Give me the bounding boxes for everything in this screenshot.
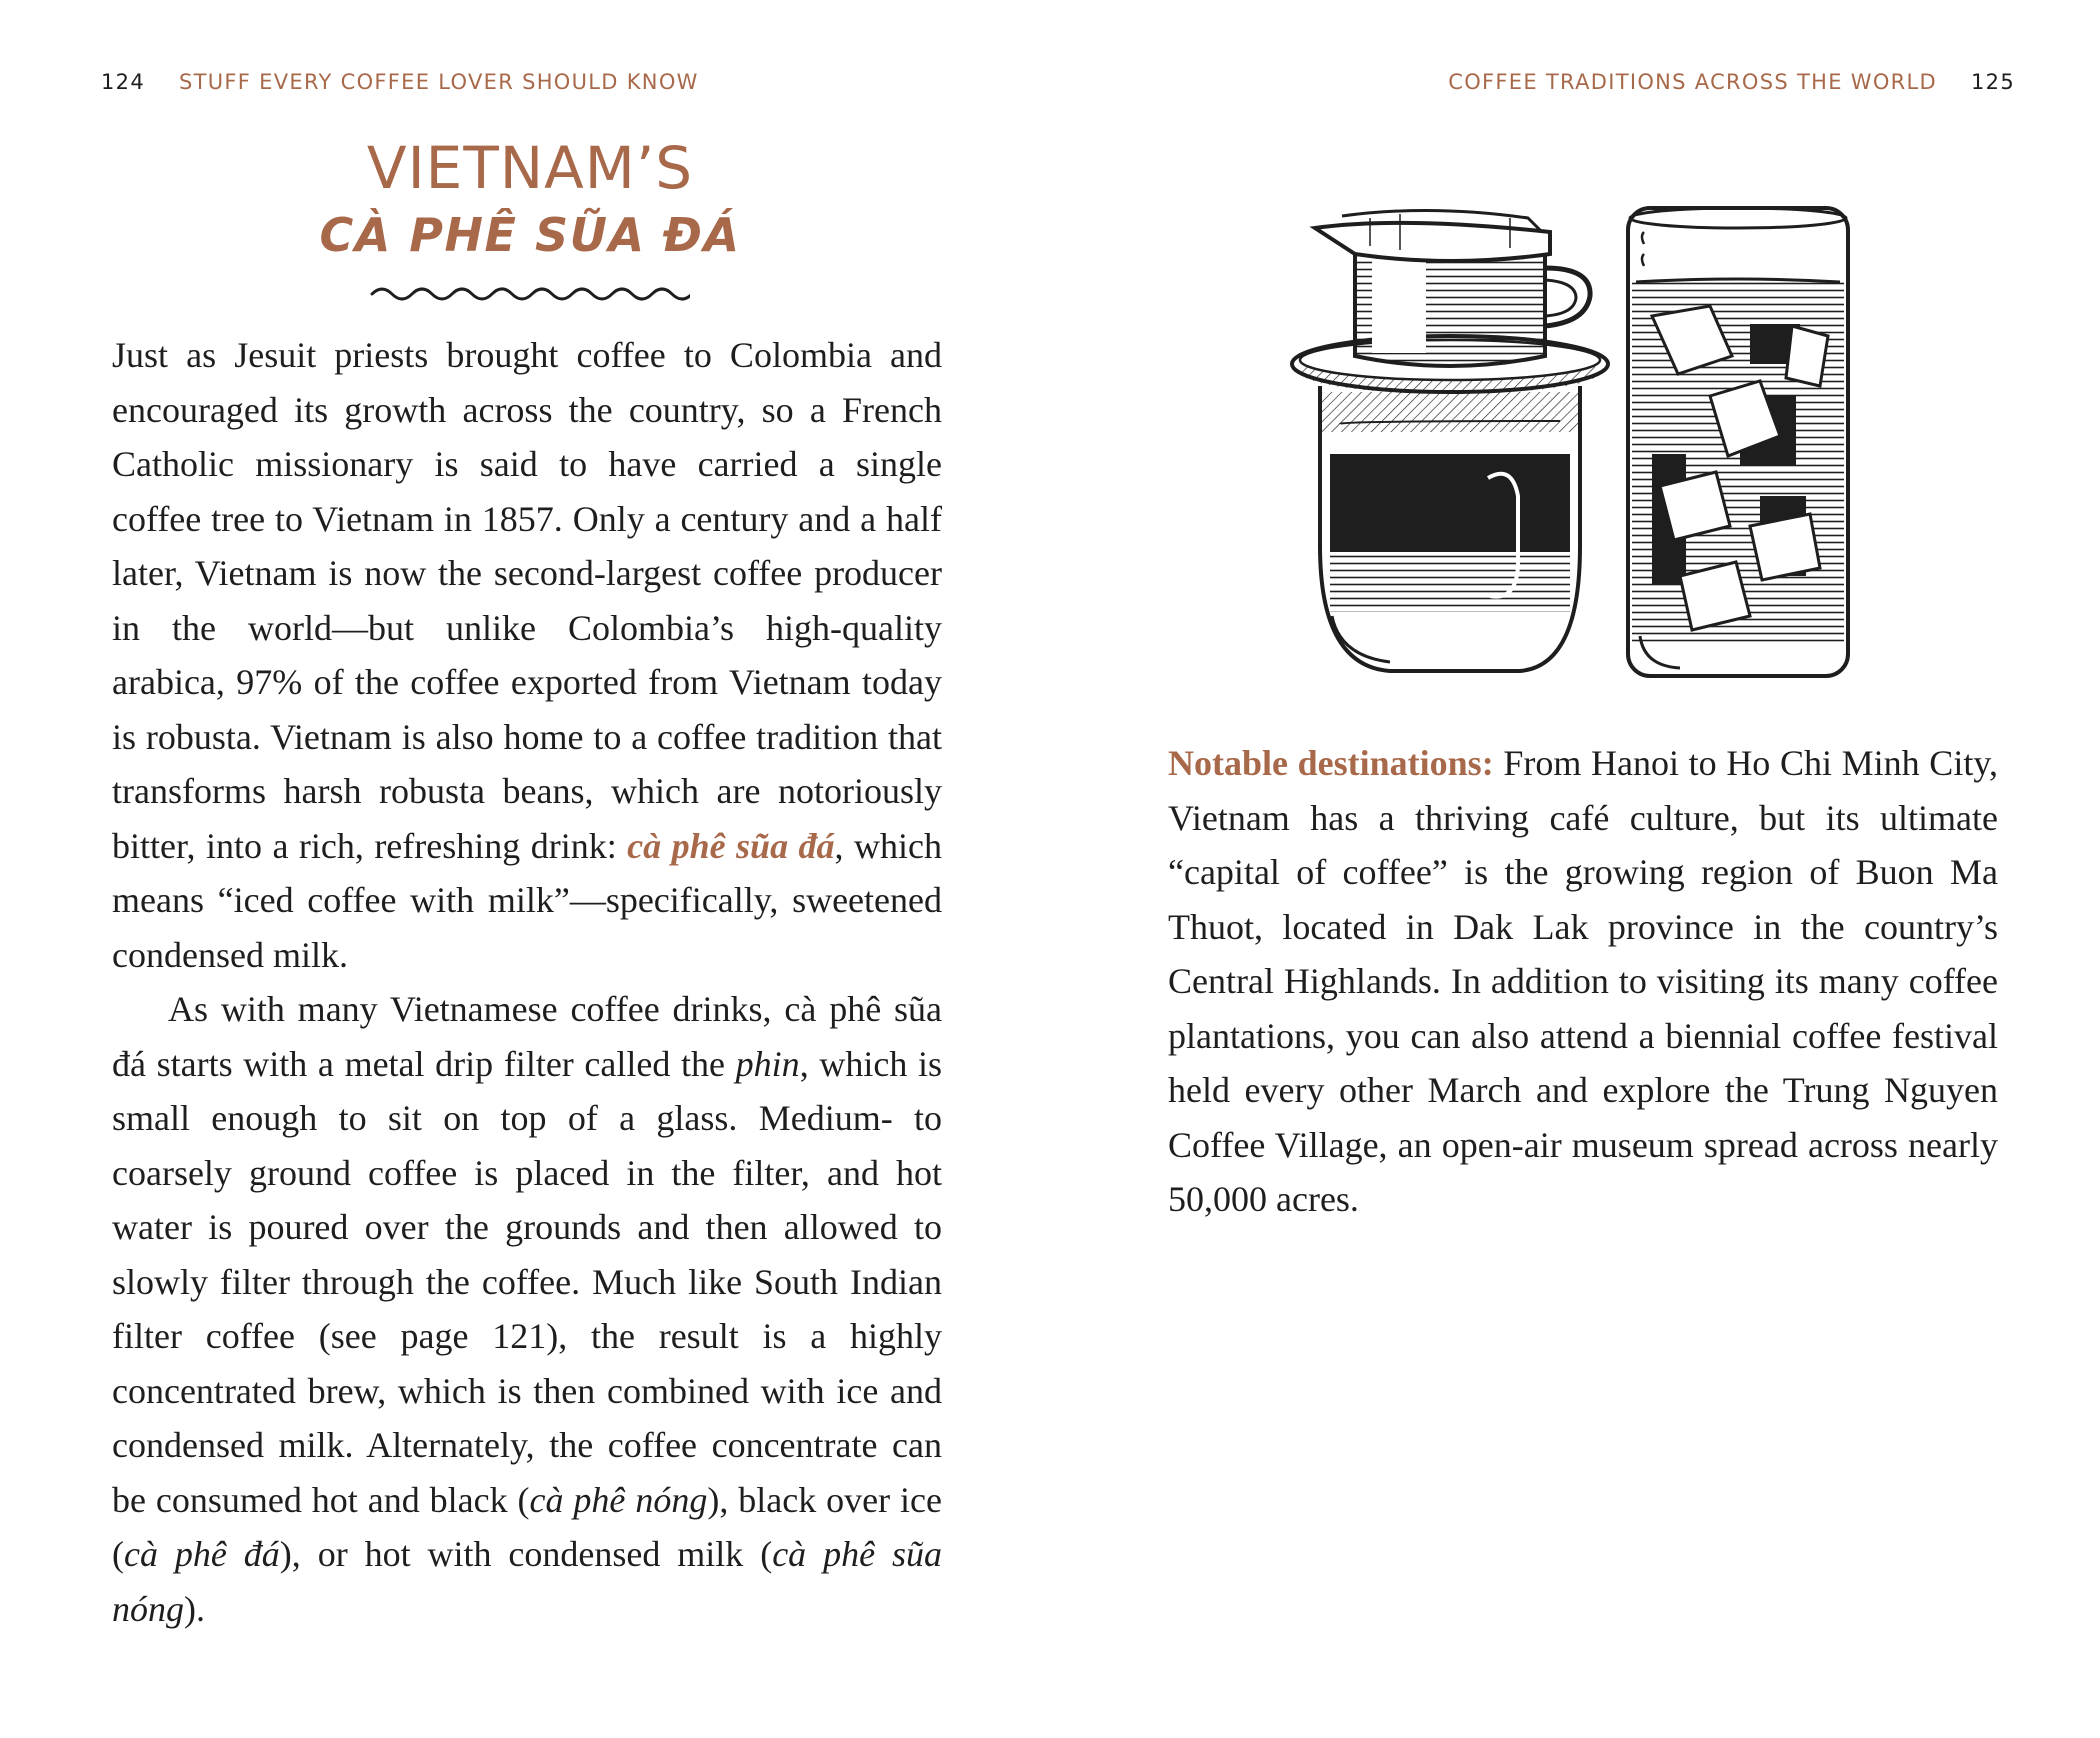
para2-text-b: , which is small enough to sit on top of a glass. Medium- to coarsely ground coffee is placed in the filter, and hot water is poured over the grounds and then allowed to slowly filter through the coffee. Much like South Indian filter coffee (see page 121), the result is a highly concentrated brew, which is then combined with ice and condensed milk. Alternately, the coffee concentrate can be consumed hot and black ( xyxy=(112,1043,942,1520)
term-ca-phe-nong: cà phê nóng xyxy=(529,1479,708,1520)
term-ca-phe-sua-nong: cà phê sũa nóng xyxy=(112,1534,942,1629)
para2-text-a: As with many Vietnamese coffee drinks, cà phê sũa đá starts with a metal drip filter called the xyxy=(112,989,942,1084)
notable-destinations-paragraph xyxy=(1168,736,1998,1227)
para2-text-d: ), or hot with condensed milk ( xyxy=(279,1534,773,1574)
title-line-1: VIETNAM’S xyxy=(366,134,694,202)
right-running-head xyxy=(1448,70,2015,94)
term-ca-phe-da: cà phê đá xyxy=(124,1534,280,1574)
wave-divider-icon xyxy=(370,284,690,304)
para1-text-a: Just as Jesuit priests brought coffee to Colombia and encouraged its growth across the country, so a French Catholic missionary is said to have carried a single coffee tree to Vietnam in 1857. Only a century and a half later, Vietnam is now the second-largest coffee producer in the world—but unlike Colombia’s high-quality arabica, 97% of the coffee exported from Vietnam today is robusta. Vietnam is also home to a coffee tradition that transforms harsh robusta beans, which are notoriously bitter, into a rich, refreshing drink: xyxy=(112,335,942,866)
right-page-number: 125 xyxy=(1971,70,2015,94)
left-running-title: STUFF EVERY COFFEE LOVER SHOULD KNOW xyxy=(178,70,699,94)
phin-glass xyxy=(1320,386,1580,671)
coffee-illustration-icon xyxy=(1280,196,1850,696)
paragraph-1 xyxy=(112,328,942,982)
term-ca-phe-sua-da: cà phê sũa đá xyxy=(627,825,835,866)
right-running-title: COFFEE TRADITIONS ACROSS THE WORLD xyxy=(1448,70,1938,94)
left-running-head xyxy=(101,70,699,94)
right-body-text xyxy=(1168,736,1998,1227)
chapter-title xyxy=(240,132,820,304)
left-body-text xyxy=(112,328,942,1636)
term-phin: phin xyxy=(735,1043,800,1084)
para2-text-c: ), black over ice ( xyxy=(112,1479,943,1574)
para1-text-b: , which means “iced coffee with milk”—specifically, sweetened condensed milk. xyxy=(112,825,942,975)
notable-destinations-lead: Notable destinations: xyxy=(1168,743,1494,783)
iced-coffee-glass xyxy=(1628,208,1848,676)
title-line-2: CÀ PHÊ SŨA ĐÁ xyxy=(319,208,741,262)
para2-text-e: ). xyxy=(184,1588,205,1629)
left-page-number: 124 xyxy=(101,70,145,94)
notable-destinations-text: From Hanoi to Ho Chi Minh City, Vietnam has a thriving café culture, but its ultimate “capital of coffee” is the growing region of Buon Ma Thuot, located in Dak Lak province in the country’s Central Highlands. In addition to visiting its many coffee plantations, you can also attend a biennial coffee festival held every other March and explore the Trung Nguyen Coffee Village, an open-air museum spread across nearly 50,000 acres. xyxy=(1168,743,1998,1219)
paragraph-2 xyxy=(112,982,942,1636)
